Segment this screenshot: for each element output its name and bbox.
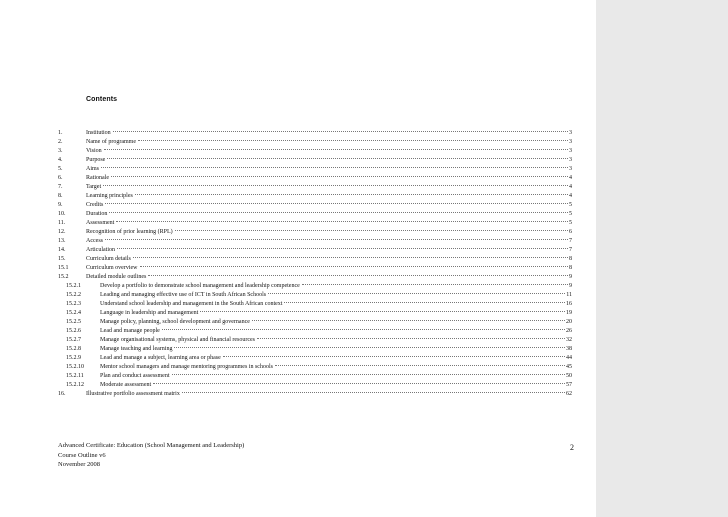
- toc-entry-page: 6: [569, 229, 572, 235]
- toc-entry-title: Language in leadership and management: [100, 310, 199, 316]
- toc-entry-number: 8.: [58, 193, 63, 199]
- toc-entry-number: 15.2.5: [66, 319, 81, 325]
- toc-entry-number: 15.2.10: [66, 364, 84, 370]
- toc-entry-number: 15.2.2: [66, 292, 81, 298]
- toc-entry-page: 16: [566, 301, 572, 307]
- toc-entry-number: 6.: [58, 175, 63, 181]
- toc-entry-page: 5: [569, 220, 572, 226]
- toc-entry-title: Leading and managing effective use of ICT in South African Schools: [100, 292, 267, 298]
- toc-entry-title: Learning principles: [86, 193, 133, 199]
- toc-entry-page: 9: [569, 283, 572, 289]
- toc-entry-title: Lead and manage people: [100, 328, 160, 334]
- toc-entry-page: 50: [566, 373, 572, 379]
- toc-entry-title: Mentor school managers and manage mentoring programmes in schools: [100, 364, 273, 370]
- toc-entry-number: 11.: [58, 220, 66, 226]
- toc-entry-page: 45: [566, 364, 572, 370]
- toc-entry-number: 15.2.11: [66, 373, 84, 379]
- toc-entry-title: Vision: [86, 148, 102, 154]
- toc-entry-number: 12.: [58, 229, 66, 235]
- toc-entry-number: 15.2.4: [66, 310, 81, 316]
- comment-margin-panel: [596, 0, 728, 517]
- toc-entry-title: Curriculum overview: [86, 265, 138, 271]
- toc-entry-page: 3: [569, 166, 572, 172]
- toc-entry-number: 9.: [58, 202, 63, 208]
- toc-entry-page: 4: [569, 184, 572, 190]
- toc-entry-page: 38: [566, 346, 572, 352]
- toc-entry-title: Manage teaching and learning: [100, 346, 173, 352]
- toc-entry-page: 8: [569, 265, 572, 271]
- toc-entry-number: 4.: [58, 157, 63, 163]
- toc-entry-number: 10.: [58, 211, 66, 217]
- toc-entry-page: 3: [569, 139, 572, 145]
- toc-entry-title: Understand school leadership and management in the South African context: [100, 301, 283, 307]
- toc-entry-title: Rationale: [86, 175, 109, 181]
- toc-dot-leader: [182, 383, 565, 393]
- toc-entry-page: 4: [569, 175, 572, 181]
- toc-entry-page: 19: [566, 310, 572, 316]
- toc-entry-number: 3.: [58, 148, 63, 154]
- toc-entry-page: 7: [569, 247, 572, 253]
- footer-date: November 2008: [58, 461, 101, 468]
- toc-entry-page: 20: [566, 319, 572, 325]
- toc-entry-page: 3: [569, 130, 572, 136]
- toc-entry-page: 62: [566, 391, 572, 397]
- toc-entry-title: Plan and conduct assessment: [100, 373, 170, 379]
- page-number: 2: [570, 443, 574, 452]
- toc-entry-page: 3: [569, 157, 572, 163]
- toc-entry-title: Lead and manage a subject, learning area or phase: [100, 355, 221, 361]
- toc-entry-number: 15.2.12: [66, 382, 84, 388]
- toc-entry-title: Moderate assessment: [100, 382, 152, 388]
- toc-entry-title: Purpose: [86, 157, 106, 163]
- toc-entry-number: 13.: [58, 238, 66, 244]
- toc-entry-title: Aims: [86, 166, 100, 172]
- toc-entry-title: Curriculum details: [86, 256, 131, 262]
- toc-entry-number: 14.: [58, 247, 66, 253]
- toc-entry-number: 15.2.6: [66, 328, 81, 334]
- toc-entry-title: Credits: [86, 202, 104, 208]
- toc-entry-title: Access: [86, 238, 103, 244]
- toc-entry-page: 26: [566, 328, 572, 334]
- footer-version: Course Outline v6: [58, 451, 106, 459]
- toc-entry-number: 5.: [58, 166, 63, 172]
- page-footer: [58, 441, 244, 470]
- toc-entry-page: 44: [566, 355, 572, 361]
- toc-entry-number: 15.2.8: [66, 346, 81, 352]
- toc-entry-number: 15.2.1: [66, 283, 81, 289]
- toc-entry-title: Name of programme: [86, 139, 136, 145]
- toc-entry-title: Duration: [86, 211, 108, 217]
- toc-entry-page: 7: [569, 238, 572, 244]
- toc-entry-number: 2.: [58, 139, 63, 145]
- toc-entry-title: Assessment: [86, 220, 115, 226]
- toc-entry-page: 8: [569, 256, 572, 262]
- toc-entry-page: 11: [566, 292, 572, 298]
- toc-entry-number: 7.: [58, 184, 63, 190]
- toc-entry-number: 15.: [58, 256, 66, 262]
- toc-entry-title: Manage organisational systems, physical and financial resources: [100, 337, 256, 343]
- toc-entry-title: Recognition of prior learning (RPL): [86, 229, 173, 235]
- toc-entry-title: Target: [86, 184, 102, 190]
- toc-entry-title: Illustrative portfolio assessment matrix: [86, 391, 180, 397]
- toc-entry-number: 15.2.7: [66, 337, 81, 343]
- toc-entry-page: 57: [566, 382, 572, 388]
- toc-entry-title: Institution: [86, 130, 111, 136]
- toc-entry-title: Articulation: [86, 247, 115, 253]
- footer-course-title: Advanced Certificate: Education (School Management and Leadership): [58, 442, 245, 449]
- toc-entry-page: 4: [569, 193, 572, 199]
- toc-entry-number: 15.2: [58, 274, 69, 280]
- toc-entry-number: 15.2.3: [66, 301, 81, 307]
- toc-entry-title: Manage policy, planning, school development and governance: [100, 319, 250, 325]
- toc-entry-number: 1.: [58, 130, 63, 136]
- toc-entry-number: 15.2.9: [66, 355, 81, 361]
- toc-entry-number: 15.1: [58, 265, 69, 271]
- toc-entry-page: 5: [569, 202, 572, 208]
- toc-entry-title: Detailed module outlines: [86, 274, 147, 280]
- toc-entry-page: 32: [566, 337, 572, 343]
- toc-entry-page: 3: [569, 148, 572, 154]
- toc-entry[interactable]: [58, 385, 572, 397]
- toc-entry-title: Develop a portfolio to demonstrate school management and leadership competence: [100, 283, 300, 289]
- contents-heading: Contents: [86, 96, 118, 103]
- toc-entry-number: 16.: [58, 391, 66, 397]
- toc-entry-page: 9: [569, 274, 572, 280]
- toc-entry-page: 5: [569, 211, 572, 217]
